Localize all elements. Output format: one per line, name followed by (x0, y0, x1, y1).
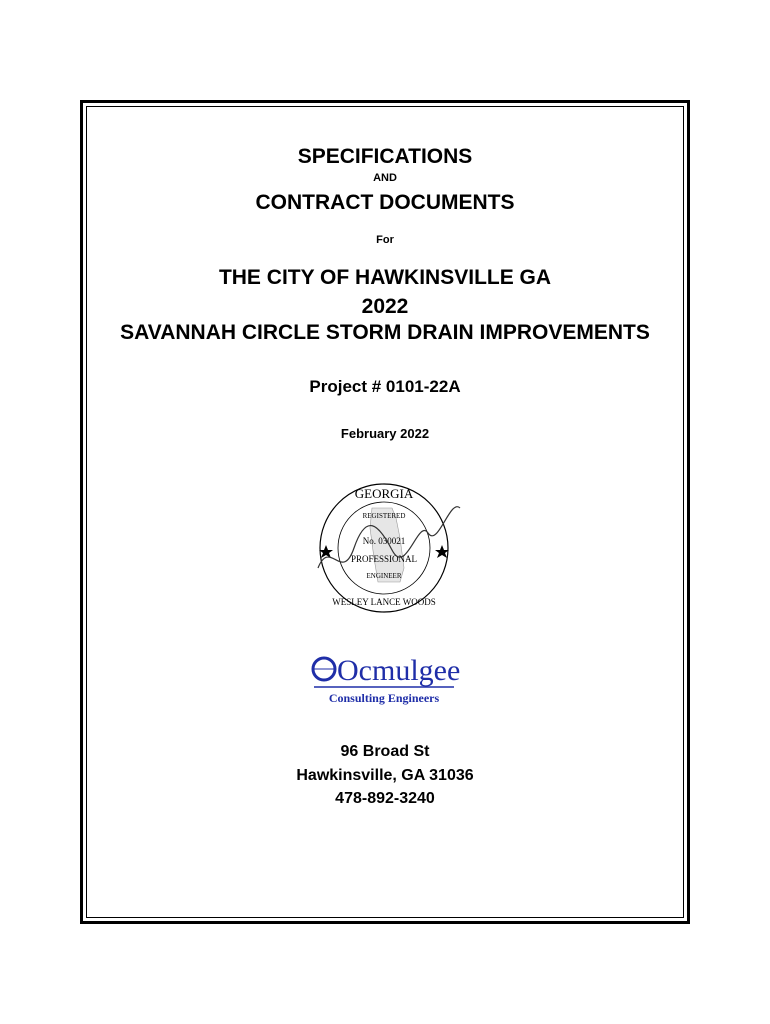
seal-professional-text: PROFESSIONAL (350, 554, 418, 564)
seal-state-text: GEORGIA (354, 486, 414, 501)
doc-title-for: For (376, 234, 394, 246)
seal-engineer-text: ENGINEER (366, 572, 402, 580)
engineer-seal-icon (300, 478, 470, 618)
address-city-state-zip: Hawkinsville, GA 31036 (296, 767, 474, 784)
firm-subtitle: Consulting Engineers (328, 691, 440, 705)
issue-date: February 2022 (340, 426, 430, 441)
address-phone: 478-892-3240 (335, 790, 435, 807)
doc-title-specifications: SPECIFICATIONS (297, 145, 473, 168)
seal-name-text: WESLEY LANCE WOODS (332, 597, 436, 607)
project-year: 2022 (361, 295, 409, 318)
project-name: SAVANNAH CIRCLE STORM DRAIN IMPROVEMENTS (120, 321, 650, 344)
firm-logo (300, 648, 470, 708)
seal-registered-text: REGISTERED (362, 512, 406, 520)
owner-name: THE CITY OF HAWKINSVILLE GA (218, 266, 552, 289)
firm-logo-text: Ocmulgee (337, 654, 461, 687)
doc-title-and: AND (373, 172, 397, 184)
address-street: 96 Broad St (340, 743, 430, 760)
project-number: Project # 0101-22A (309, 377, 461, 396)
doc-title-contract-documents: CONTRACT DOCUMENTS (255, 191, 515, 214)
seal-license-text: No. 030021 (362, 536, 406, 546)
